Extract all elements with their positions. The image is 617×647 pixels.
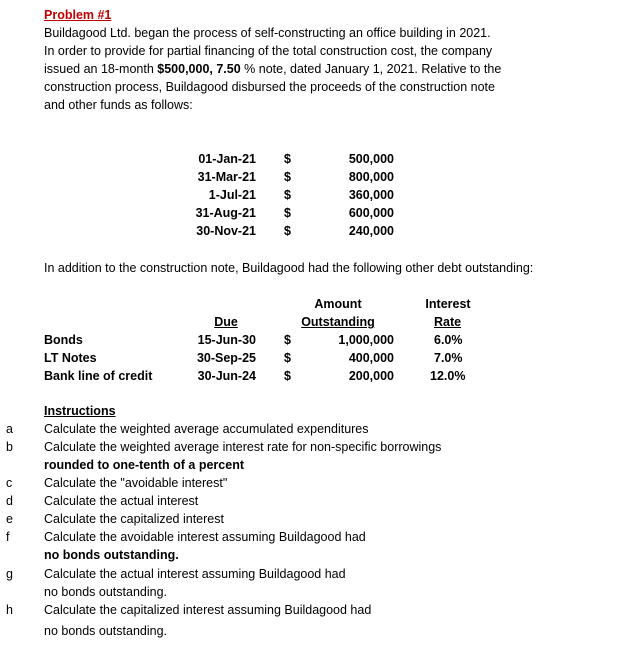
item-letter: c [6,476,13,490]
instruction-line: Calculate the capitalized interest assuming Buildagood had [44,603,372,617]
instruction-line: Calculate the weighted average accumulated expenditures [44,422,369,436]
disbursement-amount: 600,000 [348,206,394,220]
debt-rate: 6.0% [434,333,463,347]
debt-due: 30-Jun-24 [197,369,256,383]
currency-symbol: $ [284,152,291,166]
debt-name: Bonds [44,333,83,347]
intro-line: Buildagood Ltd. began the process of self-constructing an office building in 2021. [44,26,491,40]
item-letter: f [6,530,10,544]
disbursement-amount: 800,000 [348,170,394,184]
instruction-line-emphasis: no bonds outstanding. [44,548,179,562]
currency-symbol: $ [284,188,291,202]
debt-rate: 7.0% [434,351,463,365]
header-amount: Amount [314,297,362,311]
instruction-line: no bonds outstanding. [44,585,168,599]
disbursement-amount: 240,000 [348,224,394,238]
instruction-line: Calculate the avoidable interest assuming Buildagood had [44,530,366,544]
instructions-heading: Instructions [44,404,116,418]
item-letter: a [6,422,13,436]
header-rate: Rate [434,315,462,329]
header-interest: Interest [425,297,471,311]
debt-name: Bank line of credit [44,369,153,383]
intro-line: and other funds as follows: [44,98,193,112]
item-letter: g [6,567,13,581]
debt-rate: 12.0% [430,369,466,383]
disbursement-date: 30-Nov-21 [196,224,256,238]
item-letter: h [6,603,13,617]
instruction-line: Calculate the capitalized interest [44,512,224,526]
currency-symbol: $ [284,224,291,238]
currency-symbol: $ [284,369,291,383]
disbursement-date: 01-Jan-21 [198,152,256,166]
debt-due: 15-Jun-30 [197,333,256,347]
disbursement-date: 31-Mar-21 [197,170,256,184]
header-outstanding: Outstanding [301,315,375,329]
problem-title: Problem #1 [44,8,112,22]
currency-symbol: $ [284,333,291,347]
currency-symbol: $ [284,170,291,184]
item-letter: d [6,494,13,508]
item-letter: e [6,512,13,526]
debt-name: LT Notes [44,351,97,365]
currency-symbol: $ [284,206,291,220]
other-debt-intro: In addition to the construction note, Buildagood had the following other debt outstanding: [44,261,534,275]
debt-amount: 400,000 [348,351,394,365]
intro-text: % note, dated January 1, 2021. Relative to the [240,62,502,76]
intro-line: construction process, Buildagood disbursed the proceeds of the construction note [44,80,495,94]
intro-line-note [44,60,501,78]
header-due: Due [214,315,238,329]
item-letter: b [6,440,13,454]
disbursement-date: 31-Aug-21 [195,206,256,220]
debt-amount: 200,000 [348,369,394,383]
debt-amount: 1,000,000 [338,333,394,347]
disbursement-amount: 360,000 [348,188,394,202]
instruction-line: Calculate the "avoidable interest" [44,476,228,490]
disbursement-amount: 500,000 [348,152,394,166]
intro-text: issued an 18-month [44,62,158,76]
disbursement-date: 1-Jul-21 [208,188,256,202]
instruction-line: Calculate the weighted average interest rate for non-specific borrowings [44,440,442,454]
debt-due: 30-Sep-25 [196,351,256,365]
intro-line: In order to provide for partial financing of the total construction cost, the company [44,44,493,58]
instruction-line: Calculate the actual interest [44,494,199,508]
currency-symbol: $ [284,351,291,365]
instruction-line-emphasis: rounded to one-tenth of a percent [44,458,244,472]
instruction-line: no bonds outstanding. [44,624,168,638]
note-amount: $500,000, 7.50 [157,62,241,76]
instruction-line: Calculate the actual interest assuming Buildagood had [44,567,346,581]
